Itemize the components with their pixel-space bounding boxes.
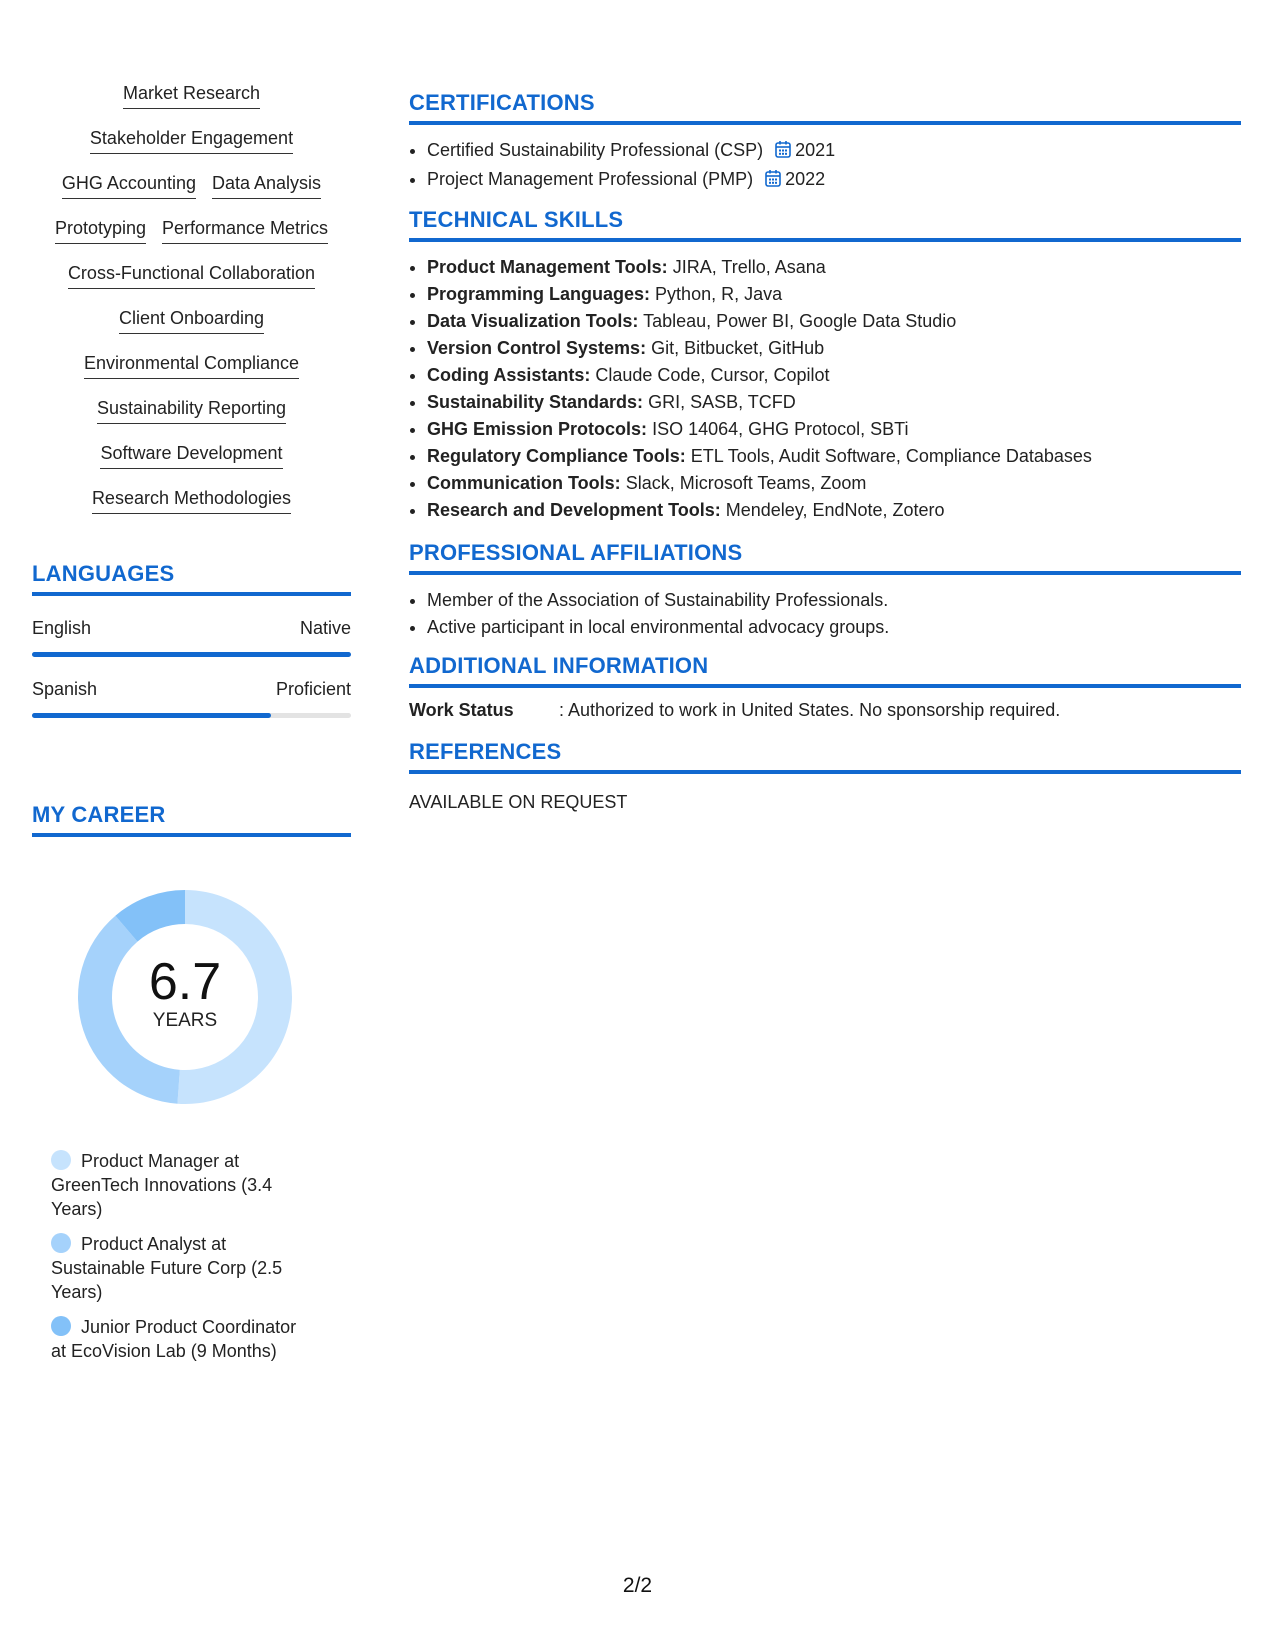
technical-skill-item xyxy=(427,362,1241,389)
technical-skill-label: GHG Emission Protocols: xyxy=(427,419,648,439)
work-status-label: Work Status xyxy=(409,700,514,720)
skill-row xyxy=(32,307,351,335)
donut-center xyxy=(65,877,305,1117)
skill-tag: Software Development xyxy=(100,442,282,469)
references-title: REFERENCES xyxy=(409,739,1241,774)
technical-skill-label: Regulatory Compliance Tools: xyxy=(427,446,686,466)
skill-row xyxy=(32,442,351,470)
technical-skill-value: ISO 14064, GHG Protocol, SBTi xyxy=(652,419,909,439)
references-section xyxy=(409,739,1241,813)
technical-skill-label: Data Visualization Tools: xyxy=(427,311,639,331)
language-level: Proficient xyxy=(275,679,351,699)
career-legend xyxy=(32,1149,351,1363)
technical-skill-label: Coding Assistants: xyxy=(427,365,591,385)
calendar-icon xyxy=(765,168,781,195)
certifications-title: CERTIFICATIONS xyxy=(409,90,1241,125)
skill-row xyxy=(32,82,351,110)
career-legend-item xyxy=(51,1149,311,1221)
technical-skills-list xyxy=(409,254,1241,524)
legend-dot xyxy=(51,1316,71,1336)
language-level-bar xyxy=(32,652,351,657)
certifications-section xyxy=(409,90,1241,195)
career-role-label: Junior Product Coordinator at EcoVision Lab (9 Months) xyxy=(51,1317,297,1361)
language-level-fill xyxy=(32,652,351,657)
certification-item xyxy=(427,137,1241,166)
skill-tag: Stakeholder Engagement xyxy=(90,127,293,154)
technical-skill-label: Sustainability Standards: xyxy=(427,392,644,412)
technical-skill-item xyxy=(427,389,1241,416)
technical-skill-value: Slack, Microsoft Teams, Zoom xyxy=(625,473,867,493)
language-item xyxy=(32,618,351,657)
skill-tag: Market Research xyxy=(123,82,260,109)
technical-skill-item xyxy=(427,281,1241,308)
additional-info-title: ADDITIONAL INFORMATION xyxy=(409,653,1241,688)
languages-list xyxy=(32,618,351,718)
skill-tag: Environmental Compliance xyxy=(84,352,299,379)
language-level-bar xyxy=(32,713,351,718)
technical-skill-label: Version Control Systems: xyxy=(427,338,647,358)
language-row xyxy=(32,679,351,700)
page-number: 2/2 xyxy=(622,1574,653,1597)
affiliations-section xyxy=(409,540,1241,641)
technical-skill-item xyxy=(427,308,1241,335)
language-item xyxy=(32,679,351,718)
languages-title: LANGUAGES xyxy=(32,561,351,596)
legend-dot xyxy=(51,1150,71,1170)
career-legend-item xyxy=(51,1315,311,1363)
skill-row xyxy=(32,262,351,290)
language-name: English xyxy=(32,618,92,638)
affiliations-title: PROFESSIONAL AFFILIATIONS xyxy=(409,540,1241,575)
calendar-icon xyxy=(775,139,791,166)
language-row xyxy=(32,618,351,639)
right-column xyxy=(409,90,1241,825)
technical-skill-value: JIRA, Trello, Asana xyxy=(672,257,826,277)
skill-tag: Data Analysis xyxy=(212,172,321,199)
skill-row xyxy=(32,127,351,155)
affiliation-item: • Member of the Association of Sustainability Professionals. xyxy=(427,587,1241,614)
technical-skills-section xyxy=(409,207,1241,524)
career-years-label: YEARS xyxy=(152,1010,218,1031)
technical-skill-label: Programming Languages: xyxy=(427,284,651,304)
technical-skill-value: Python, R, Java xyxy=(655,284,783,304)
skill-tag: Performance Metrics xyxy=(162,217,328,244)
career-role-label: Product Manager at GreenTech Innovations (3.4 Years) xyxy=(51,1151,273,1219)
certification-year: 2021 xyxy=(795,140,836,160)
technical-skill-item xyxy=(427,254,1241,281)
skill-row xyxy=(32,217,351,245)
skill-row xyxy=(32,397,351,425)
skill-tag: Cross-Functional Collaboration xyxy=(68,262,315,289)
work-status-value: : Authorized to work in United States. No sponsorship required. xyxy=(559,700,1061,720)
career-section xyxy=(32,802,351,1363)
technical-skill-value: Claude Code, Cursor, Copilot xyxy=(595,365,830,385)
skill-row xyxy=(32,172,351,200)
technical-skill-item xyxy=(427,470,1241,497)
certification-name: Certified Sustainability Professional (CSP) xyxy=(427,140,764,160)
career-role-label: Product Analyst at Sustainable Future Corp (2.5 Years) xyxy=(51,1234,283,1302)
technical-skill-value: GRI, SASB, TCFD xyxy=(648,392,796,412)
skill-tag: GHG Accounting xyxy=(62,172,196,199)
technical-skill-item xyxy=(427,443,1241,470)
work-status-row xyxy=(409,700,1241,721)
skill-tag: Prototyping xyxy=(55,217,146,244)
technical-skill-item xyxy=(427,335,1241,362)
skill-row xyxy=(32,352,351,380)
affiliations-list xyxy=(409,587,1241,641)
technical-skill-item xyxy=(427,416,1241,443)
language-level: Native xyxy=(299,618,351,638)
skill-tag: Research Methodologies xyxy=(92,487,291,514)
certification-item xyxy=(427,166,1241,195)
certification-year: 2022 xyxy=(785,169,826,189)
references-text: AVAILABLE ON REQUEST xyxy=(409,792,628,812)
additional-info-section xyxy=(409,653,1241,721)
technical-skill-label: Communication Tools: xyxy=(427,473,621,493)
skill-tag: Client Onboarding xyxy=(119,307,264,334)
career-title: MY CAREER xyxy=(32,802,351,837)
skill-tag: Sustainability Reporting xyxy=(97,397,286,424)
technical-skill-value: Tableau, Power BI, Google Data Studio xyxy=(643,311,957,331)
technical-skills-title: TECHNICAL SKILLS xyxy=(409,207,1241,242)
technical-skill-value: ETL Tools, Audit Software, Compliance Databases xyxy=(690,446,1092,466)
legend-dot xyxy=(51,1233,71,1253)
certifications-list xyxy=(409,137,1241,195)
affiliation-item: • Active participant in local environmental advocacy groups. xyxy=(427,614,1241,641)
career-total-years: 6.7 xyxy=(148,953,222,1011)
skill-row xyxy=(32,487,351,515)
technical-skill-value: Mendeley, EndNote, Zotero xyxy=(725,500,945,520)
technical-skill-item xyxy=(427,497,1241,524)
technical-skill-label: Product Management Tools: xyxy=(427,257,668,277)
left-column xyxy=(32,82,351,1374)
certification-name: Project Management Professional (PMP) xyxy=(427,169,754,189)
language-level-fill xyxy=(32,713,271,718)
skills-tags xyxy=(32,82,351,515)
language-name: Spanish xyxy=(32,679,98,699)
technical-skill-label: Research and Development Tools: xyxy=(427,500,721,520)
career-donut-chart xyxy=(65,877,305,1117)
career-legend-item xyxy=(51,1232,311,1304)
languages-section xyxy=(32,561,351,718)
technical-skill-value: Git, Bitbucket, GitHub xyxy=(651,338,825,358)
